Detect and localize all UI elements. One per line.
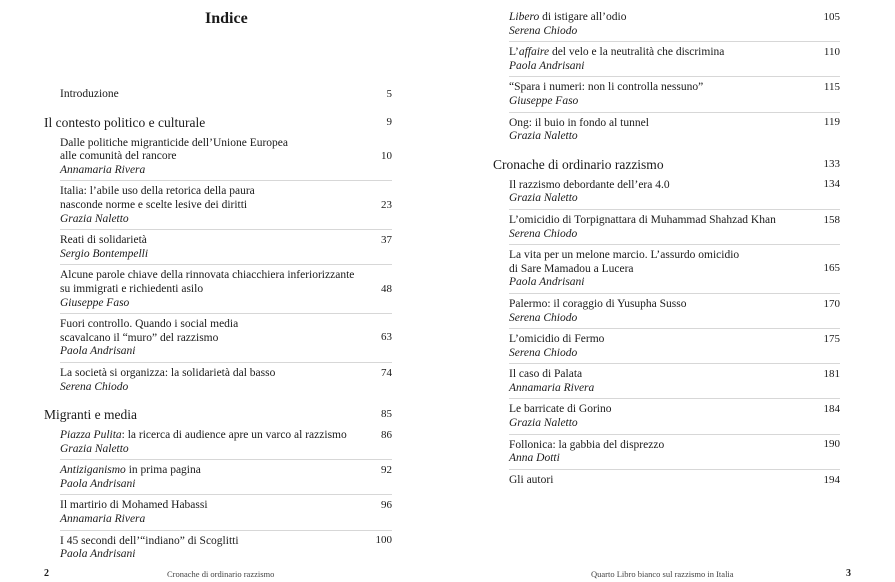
entry-divider: [60, 362, 392, 363]
entry-title-line: Palermo: il coraggio di Yusupha Susso: [509, 297, 687, 310]
toc-entry: [448, 214, 895, 241]
toc-section: [0, 115, 440, 131]
page-number-right: 3: [846, 568, 851, 579]
entry-page-number: 48: [381, 282, 392, 295]
entry-page-number: 74: [381, 366, 392, 379]
entry-title: [509, 81, 840, 95]
toc-entry: [0, 429, 440, 456]
title-italic-part: Piazza Pulita: [60, 429, 122, 442]
entry-title-line: La vita per un melone marcio. L’assurdo omicidio: [509, 249, 740, 262]
toc-list-left: [0, 88, 440, 562]
entry-author: Paola Andrisani: [509, 59, 585, 72]
title-rest: in prima pagina: [125, 464, 201, 477]
toc-entry: [0, 499, 440, 526]
title-rest: : la ricerca di audience apre un varco al razzismo: [121, 429, 347, 442]
entry-page-number: 165: [823, 262, 840, 275]
entry-title: [509, 179, 840, 193]
entry-page-number: 115: [823, 80, 840, 93]
left-page: [0, 0, 440, 582]
title-italic-part: Antiziganismo: [60, 464, 126, 477]
entry-author: Paola Andrisani: [60, 477, 136, 490]
toc-entry: [448, 439, 895, 466]
entry-page-number: 134: [823, 178, 840, 191]
entry-title-line: [509, 11, 840, 25]
entry-title-line: di Sare Mamadou a Lucera: [509, 262, 634, 275]
entry-title-line: scavalcano il “muro” del razzismo: [60, 331, 219, 344]
entry-page-number: 86: [381, 428, 392, 441]
title-rest: del velo e la neutralità che discrimina: [549, 46, 725, 59]
entry-author: Serena Chiodo: [509, 311, 578, 324]
title-rest: di istigare all’odio: [539, 11, 627, 23]
entry-title: [509, 474, 840, 488]
toc-section: [448, 157, 895, 173]
entry-divider: [509, 244, 840, 245]
toc-entry: [448, 46, 895, 73]
entry-author: Grazia Naletto: [509, 192, 578, 205]
toc-section: [0, 407, 440, 423]
entry-divider: [509, 112, 840, 113]
entry-divider: [509, 41, 840, 42]
entry-author: Serena Chiodo: [509, 24, 578, 37]
entry-divider: [509, 76, 840, 77]
entry-author: Anna Dotti: [509, 452, 560, 465]
toc-entry: [448, 11, 895, 38]
entry-title-line: Gli autori: [509, 473, 554, 486]
toc-entry: [448, 179, 895, 206]
entry-title: [60, 137, 385, 164]
entry-author: Grazia Naletto: [509, 130, 578, 143]
toc-entry: [0, 318, 440, 359]
entry-author: Annamaria Rivera: [509, 381, 595, 394]
entry-title: [60, 269, 385, 296]
entry-title: [509, 46, 840, 60]
section-gap: [0, 394, 440, 407]
toc-entry: [448, 368, 895, 395]
entry-title-line: Follonica: la gabbia del disprezzo: [509, 438, 665, 451]
page-title: Indice: [205, 10, 248, 27]
entry-divider: [509, 328, 840, 329]
toc-entry: [0, 464, 440, 491]
toc-entry: [0, 185, 440, 226]
entry-page-number: 184: [823, 403, 840, 416]
entry-author: Annamaria Rivera: [60, 513, 146, 526]
entry-divider: [60, 530, 392, 531]
entry-title-line: I 45 secondi dell’“indiano” di Scoglitti: [60, 534, 239, 547]
entry-author: Grazia Naletto: [509, 417, 578, 430]
entry-title-line: Reati di solidarietà: [60, 234, 147, 247]
entry-divider: [509, 434, 840, 435]
entry-divider: [509, 469, 840, 470]
entry-title-line: L’omicidio di Torpignattara di Muhammad Shahzad Khan: [509, 213, 776, 226]
entry-author: Sergio Bontempelli: [60, 247, 149, 260]
running-title-left: Cronache di ordinario razzismo: [167, 569, 275, 579]
entry-title: [509, 11, 840, 25]
entry-title-line: Alcune parole chiave della rinnovata chiacchiera inferiorizzante: [60, 269, 355, 282]
entry-title-line: Ong: il buio in fondo al tunnel: [509, 116, 649, 129]
entry-title: [60, 185, 385, 212]
entry-title-line: La società si organizza: la solidarietà dal basso: [60, 366, 276, 379]
entry-divider: [60, 459, 392, 460]
entry-title-line: [60, 464, 385, 478]
entry-title: [44, 115, 440, 131]
entry-page-number: 92: [381, 463, 392, 476]
toc-entry: [448, 249, 895, 290]
entry-page-number: 85: [381, 408, 392, 421]
entry-title-line: Fuori controllo. Quando i social media: [60, 318, 239, 331]
entry-title: [60, 429, 385, 443]
entry-title-line: [509, 46, 840, 60]
entry-author: Serena Chiodo: [509, 227, 578, 240]
entry-divider: [60, 264, 392, 265]
entry-page-number: 194: [823, 473, 840, 486]
entry-page-number: 119: [823, 116, 840, 129]
toc-list-right: [448, 11, 895, 487]
entry-divider: [60, 229, 392, 230]
entry-page-number: 133: [823, 157, 840, 170]
entry-author: Giuseppe Faso: [60, 296, 130, 309]
toc-entry: [0, 535, 440, 562]
entry-title: [60, 318, 385, 345]
entry-author: Paola Andrisani: [60, 345, 136, 358]
title-italic-part: Libero: [509, 11, 540, 23]
entry-divider: [509, 293, 840, 294]
entry-title: [509, 403, 840, 417]
entry-title-line: alle comunità del rancore: [60, 150, 177, 163]
entry-title: [60, 535, 385, 549]
entry-divider: [509, 363, 840, 364]
toc-entry: [448, 298, 895, 325]
entry-title-line: Italia: l’abile uso della retorica della paura: [60, 185, 255, 198]
entry-title-line: Introduzione: [60, 88, 119, 100]
entry-title-line: Il caso di Palata: [509, 368, 583, 381]
toc-entry: [448, 333, 895, 360]
toc-entry: [0, 234, 440, 261]
entry-title: [509, 214, 840, 228]
title-prefix: L’: [509, 46, 519, 59]
entry-title-line: Il razzismo debordante dell’era 4.0: [509, 178, 670, 191]
entry-title-line: su immigrati e richiedenti asilo: [60, 282, 204, 295]
entry-title: [509, 298, 840, 312]
entry-divider: [509, 398, 840, 399]
entry-title: [509, 249, 840, 276]
toc-entry: [0, 137, 440, 178]
entry-title: [60, 499, 385, 513]
toc-entry: [0, 269, 440, 310]
entry-title: [60, 367, 385, 381]
entry-divider: [60, 313, 392, 314]
entry-author: Annamaria Rivera: [60, 163, 146, 176]
entry-divider: [509, 209, 840, 210]
entry-author: Paola Andrisani: [60, 548, 136, 561]
entry-author: Grazia Naletto: [60, 442, 129, 455]
entry-title-line: Migranti e media: [44, 407, 137, 423]
toc-entry: [0, 367, 440, 394]
entry-title-line: L’omicidio di Fermo: [509, 333, 605, 346]
entry-page-number: 37: [381, 233, 392, 246]
entry-page-number: 105: [823, 10, 840, 23]
right-page: [448, 0, 895, 582]
entry-author: Grazia Naletto: [60, 212, 129, 225]
entry-title-line: Il contesto politico e culturale: [44, 114, 206, 130]
toc-entry: [448, 81, 895, 108]
entry-title-line: Dalle politiche migranticide dell’Unione Europea: [60, 136, 289, 149]
entry-title-line: Il martirio di Mohamed Habassi: [60, 499, 208, 512]
entry-title: [509, 117, 840, 131]
toc-entry: [448, 117, 895, 144]
toc-entry: [448, 474, 895, 488]
entry-author: Paola Andrisani: [509, 276, 585, 289]
entry-page-number: 100: [375, 534, 392, 547]
entry-title: [509, 333, 840, 347]
entry-page-number: 190: [823, 438, 840, 451]
entry-author: Serena Chiodo: [509, 346, 578, 359]
page-number-left: 2: [44, 568, 49, 579]
entry-title: [509, 439, 840, 453]
entry-title: [60, 464, 385, 478]
entry-author: Serena Chiodo: [60, 380, 129, 393]
entry-title: [60, 234, 385, 248]
entry-divider: [60, 180, 392, 181]
entry-page-number: 10: [381, 149, 392, 162]
entry-page-number: 158: [823, 213, 840, 226]
entry-page-number: 96: [381, 499, 392, 512]
entry-title-line: nasconde norme e scelte lesive dei diritti: [60, 198, 248, 211]
entry-author: Giuseppe Faso: [509, 94, 579, 107]
title-italic-part: affaire: [518, 46, 550, 59]
entry-title: [509, 368, 840, 382]
entry-page-number: 175: [823, 332, 840, 345]
running-title-right: Quarto Libro bianco sul razzismo in Italia: [591, 569, 734, 579]
entry-page-number: 63: [381, 331, 392, 344]
entry-page-number: 181: [823, 367, 840, 380]
entry-page-number: 23: [381, 198, 392, 211]
entry-page-number: 110: [823, 45, 840, 58]
entry-divider: [60, 494, 392, 495]
entry-title: [60, 88, 385, 102]
entry-title-line: “Spara i numeri: non li controlla nessuno”: [509, 81, 704, 94]
toc-entry: [448, 403, 895, 430]
section-gap: [0, 102, 440, 115]
entry-page-number: 5: [386, 88, 392, 100]
entry-title-line: Cronache di ordinario razzismo: [493, 156, 664, 172]
toc-entry: [0, 88, 440, 102]
entry-page-number: 9: [386, 115, 392, 128]
entry-title-line: Le barricate di Gorino: [509, 403, 612, 416]
entry-page-number: 170: [823, 297, 840, 310]
entry-title-line: [60, 429, 385, 443]
